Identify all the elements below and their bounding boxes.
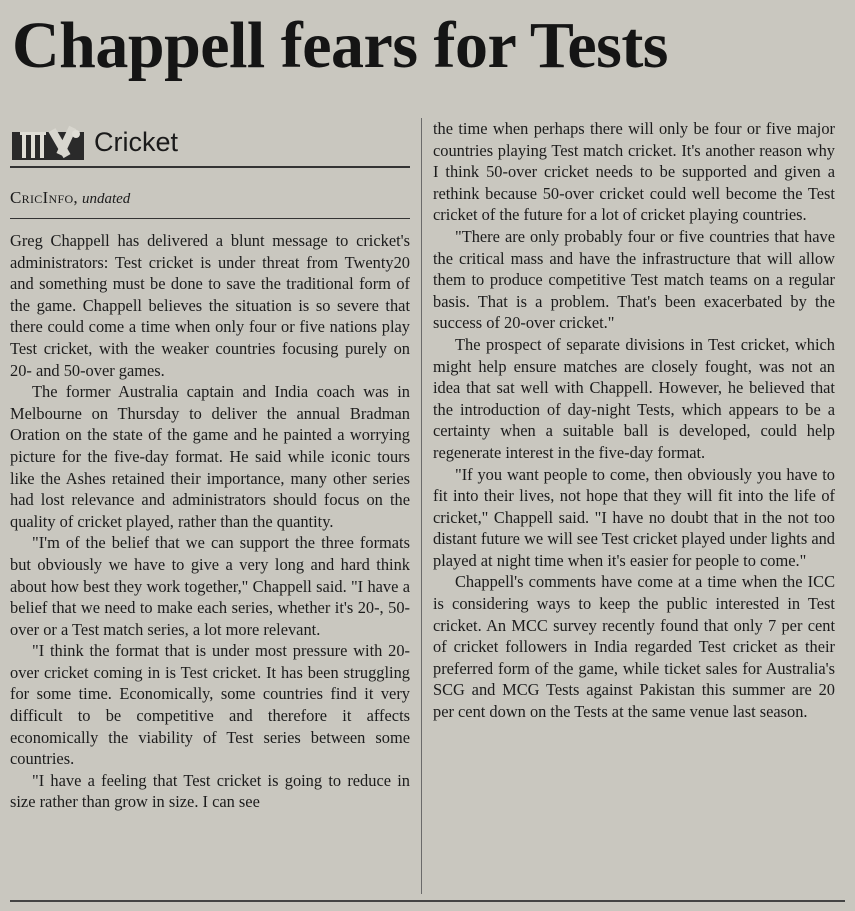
paragraph: Greg Chappell has delivered a blunt message to cricket's administrators: Test cricket is under threat from Twenty20 and something must be done to save the traditional form of the game. Chappell believes the situation is so severe that there could come a time when only four or five nations play Test cricket, with the weaker countries focusing purely on 20- and 50-over games. bbox=[10, 231, 410, 380]
bottom-rule bbox=[10, 900, 845, 902]
section-tag bbox=[10, 118, 410, 168]
paragraph: "I think the format that is under most pressure with 20-over cricket coming in is Test cricket. It has been struggling for some time. Economically, some countries find it very difficult to be competitive and therefore it affects economically the viability of Test series between some countries. bbox=[10, 641, 410, 769]
paragraph: "I have a feeling that Test cricket is going to reduce in size rather than grow in size. I can see bbox=[10, 770, 410, 812]
paragraph: the time when perhaps there will only be four or five major countries playing Test match cricket. It's another reason why I think 50-over cricket needs to be supported and given a rethink because 50-over cricket could well become the Test cricket of the future for a lot of cricket playing countries. bbox=[433, 119, 835, 225]
source-date: undated bbox=[81, 191, 131, 207]
paragraph: Chappell's comments have come at a time when the ICC is considering ways to keep the public interested in Test cricket. An MCC survey recently found that only 7 per cent of cricket followers in India regarded Test cricket as their preferred form of the game, while ticket sales for Australia's SCG and MCG Tests against Pakistan this summer are 20 per cent down on the Tests at the same venue last season. bbox=[433, 572, 835, 722]
right-column-text bbox=[433, 118, 835, 723]
paragraph: The prospect of separate divisions in Test cricket, which might help ensure matches are closely fought, was not an idea that sat well with Chappell. However, he believed that the introduction of day-night Tests, which appears to be a certainty when a suitable ball is developed, could help regenerate interest in the five-day format. bbox=[433, 334, 835, 462]
paragraph: "There are only probably four or five countries that have the critical mass and have the infrastructure that will allow them to produce competitive Test match teams on a regular basis. That is a problem. That's been exacerbated by the success of 20-over cricket." bbox=[433, 226, 835, 333]
headline: Chappell fears for Tests bbox=[12, 9, 668, 82]
paragraph: The former Australia captain and India coach was in Melbourne on Thursday to deliver the annual Bradman Oration on the state of the game and he painted a worrying picture for the five-day format. He said while iconic tours like the Ashes retained their importance, many other series had lost relevance and administrators should focus on the quality of cricket played, rather than the quantity. bbox=[10, 382, 410, 531]
section-label: Cricket bbox=[94, 127, 179, 157]
source-line bbox=[10, 184, 410, 219]
left-column-text bbox=[10, 230, 410, 813]
source-name: CricInfo, bbox=[10, 188, 78, 207]
cricket-bat-wickets-icon bbox=[12, 124, 84, 160]
paragraph: "I'm of the belief that we can support the three formats but obviously we have to give a very long and hard think about how best they work together," Chappell said. "I have a belief that we need to make each series, whether it's 20-, 50-over or a Test match series, a lot more relevant. bbox=[10, 533, 410, 639]
paragraph: "If you want people to come, then obviously you have to fit into their lives, not hope that they will fit into the life of cricket," Chappell said. "I have no doubt that in the not too distant future we will see Test cricket played under lights and played at night time when it's easier for people to come." bbox=[433, 464, 835, 570]
column-divider bbox=[421, 118, 422, 894]
